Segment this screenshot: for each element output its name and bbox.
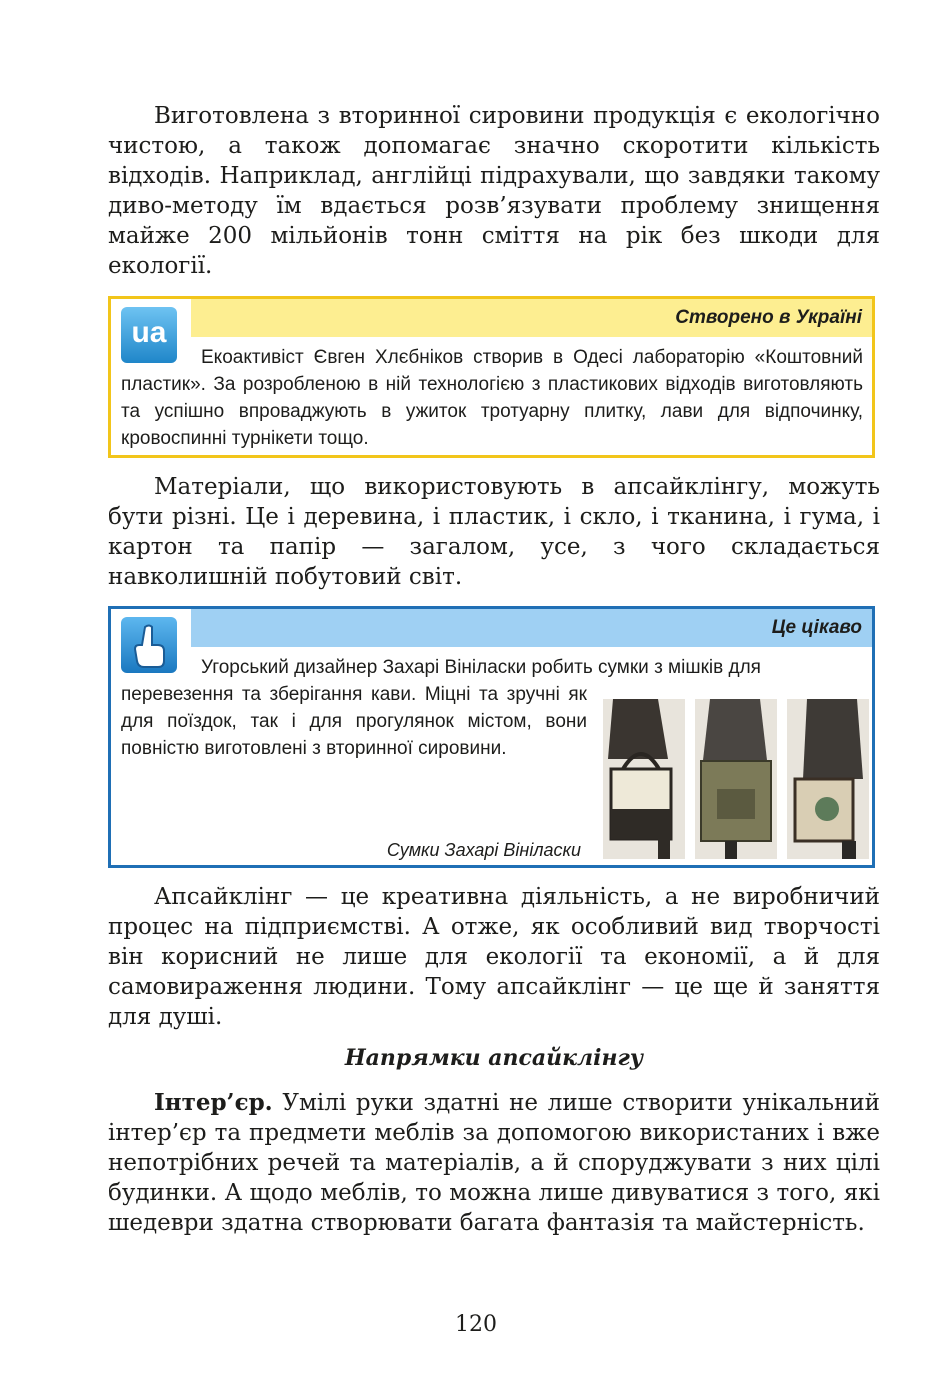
- made-in-ukraine-text: Екоактивіст Євген Хлєбніков створив в Одесі лабораторію «Коштовний пластик». За розробленою в ній технологією з пластикових відходів виготовляють та успішно впроваджують в ужиток тротуарну плитку, лави для відпочинку, кровоспинні турнікети тощо.: [121, 347, 863, 449]
- bag-photo-3: [787, 699, 869, 859]
- bag-photo-1: [603, 699, 685, 859]
- bags-caption: Сумки Захарі Вініласки: [386, 840, 581, 860]
- pointing-hand-icon: [121, 617, 177, 673]
- interesting-fact-box: [108, 606, 875, 868]
- paragraph-recycled-products: Виготовлена з вторинної сировини продукція є екологічно чистою, а також допомагає значно скоротити кількість відходів. Наприклад, англійці підрахували, що завдяки такому диво-методу їм вдається розв’язувати проблему знищення майже 200 мільйонів тонн сміття на рік без шкоди для екології.: [108, 103, 880, 279]
- section-heading: Напрямки апсайклінгу: [344, 1045, 644, 1071]
- interesting-fact-text: перевезення та зберігання кави. Міцні та зручні як для поїздок, так і для прогулянок містом, вони повністю виготовлені з вторинної сировини.: [121, 684, 587, 759]
- interior-text: Умілі руки здатні не лише створити унікальний інтер’єр та предмети меблів за допомогою використаних і вже непотрібних речей та матеріалів, а й споруджувати з них цілі будинки. А щодо меблів, то можна лише дивуватися з того, які шедеври здатна створювати багата фантазія та майстерність.: [108, 1090, 880, 1236]
- paragraph-materials: Матеріали, що використовують в апсайклінгу, можуть бути різні. Це і деревина, і пластик, і скло, і тканина, і гума, і картон та папір — загалом, усе, з чого складається навколишній побутовий світ.: [108, 474, 880, 590]
- interior-term: Інтер’єр.: [154, 1089, 273, 1116]
- paragraph-upcycling-creative: Апсайклінг — це креативна діяльність, а не виробничий процес на підприємстві. А отже, як особливий вид творчості він корисний не лише для екології та економії, а й для самовираження людини. Тому апсайклінг — це ще й заняття для душі.: [108, 884, 880, 1030]
- made-in-ukraine-box: [108, 296, 875, 458]
- page-number: 120: [455, 1312, 497, 1337]
- bag-photo-2: [695, 699, 777, 859]
- interesting-fact-title: Це цікаво: [191, 609, 872, 647]
- interesting-fact-first-line: Угорський дизайнер Захарі Вініласки робить сумки з мішків для: [201, 657, 761, 678]
- made-in-ukraine-title: Створено в Україні: [191, 299, 872, 337]
- paragraph-interior: [108, 1088, 880, 1238]
- ukraine-ua-icon: ua: [121, 307, 177, 363]
